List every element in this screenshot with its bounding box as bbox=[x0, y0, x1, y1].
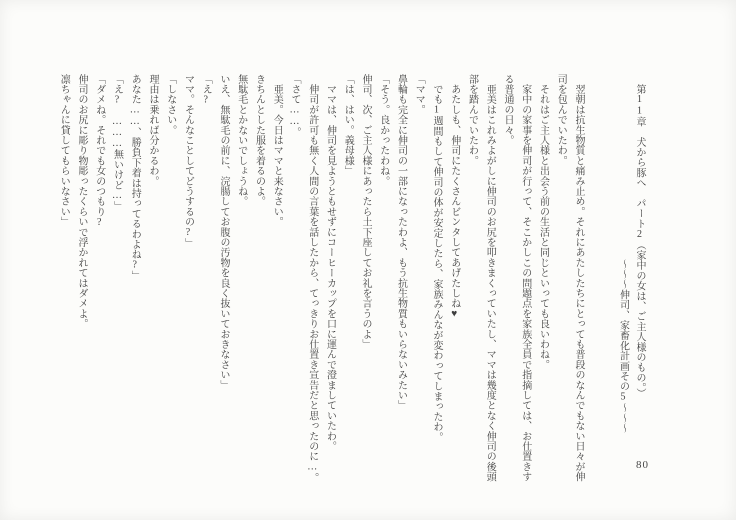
page-number: 80 bbox=[636, 459, 649, 471]
text-line: 「ダメね。それでも女のつもり? bbox=[93, 74, 105, 228]
title-line: 〜〜〜伸司、家畜化計画その5〜〜〜 bbox=[617, 259, 629, 434]
text-line: それはご主人様と出会う前の生活と同じといっても良いわね。 bbox=[537, 74, 549, 370]
text-line: 「しなさい。 bbox=[164, 74, 176, 136]
chapter-title bbox=[614, 84, 647, 474]
text-line: 「え? bbox=[200, 74, 212, 106]
text-line: 無駄毛とかないでしょうね。 bbox=[235, 74, 247, 207]
text-line: 「ママ。 bbox=[413, 74, 425, 115]
text-line: 翌朝は抗生物質と痛み止め。それにあたしたちにとっても普段のなんでもない日々が伸 bbox=[573, 74, 584, 482]
text-line: 司を包んでいたわ。 bbox=[555, 74, 567, 166]
text-line: 亜美。今日はママと来なさい。 bbox=[271, 74, 283, 227]
text-line: でも1週間もして伸司の体が安定したら、家族みんなが変わってしまったわ。 bbox=[431, 74, 442, 443]
text-line: 伸司が許可も無く人間の言葉を話したから、てっきりお仕置き宣告だと思ったのに…。 bbox=[306, 74, 318, 483]
text-line: 鼻輪も完全に伸司の一部になったわよ、もう抗生物質もいらないみたい」 bbox=[395, 74, 407, 411]
text-line: あたしも、伸司にたくさんビンタしてあげたしね♥ bbox=[448, 74, 460, 320]
text-line: 「え? ………無いけど…」 bbox=[111, 74, 123, 212]
text-line: 「そう。良かったわね。 bbox=[377, 74, 389, 187]
text-line: きちんとした服を着るのよ。 bbox=[253, 74, 265, 207]
text-line: 理由は乗れば分かるわ。 bbox=[147, 74, 158, 187]
text-line: 伸司のお尻に彫り物彫ったくらいで浮かれてはダメよ。 bbox=[76, 74, 87, 329]
body-text bbox=[55, 74, 588, 483]
text-line: あなた……、勝負下着は持ってるわよね?」 bbox=[129, 74, 141, 281]
text-line: 「は、はい。義母様」 bbox=[342, 74, 354, 176]
text-line: 凛ちゃんに貸してもらいなさい」 bbox=[58, 74, 70, 227]
text-line: 伸司、次、ご主人様にあったら土下座してお礼を言うのよ」 bbox=[360, 74, 371, 350]
text-line: ママ。そんなことしてどうするの?」 bbox=[182, 74, 194, 249]
text-line: ママは、伸司を見ようともせずにコーヒーカップを口に運んで澄ましていたわ。 bbox=[324, 74, 336, 452]
title-line: 第11章 犬から豚へ パート2（家中の女は、ご主人様のもの。） bbox=[634, 84, 645, 399]
text-line: 亜美はこれみよがしに伸司のお尻を叩きまくっていたし、ママは幾度となく伸司の後頭 bbox=[484, 74, 496, 482]
text-line: る普通の日々。 bbox=[502, 74, 513, 146]
text-line: 部を踏んでいたわ。 bbox=[466, 74, 478, 166]
text-line: 「さて……。 bbox=[289, 74, 300, 138]
text-line: いえ、無駄毛の前に、浣腸してお腹の汚物を良く抜いておきなさい」 bbox=[218, 74, 229, 391]
text-line: 家中の家事を伸司が行って、そこかしこの問題点を家族全員で指摘しては、お仕置きす bbox=[519, 74, 531, 482]
